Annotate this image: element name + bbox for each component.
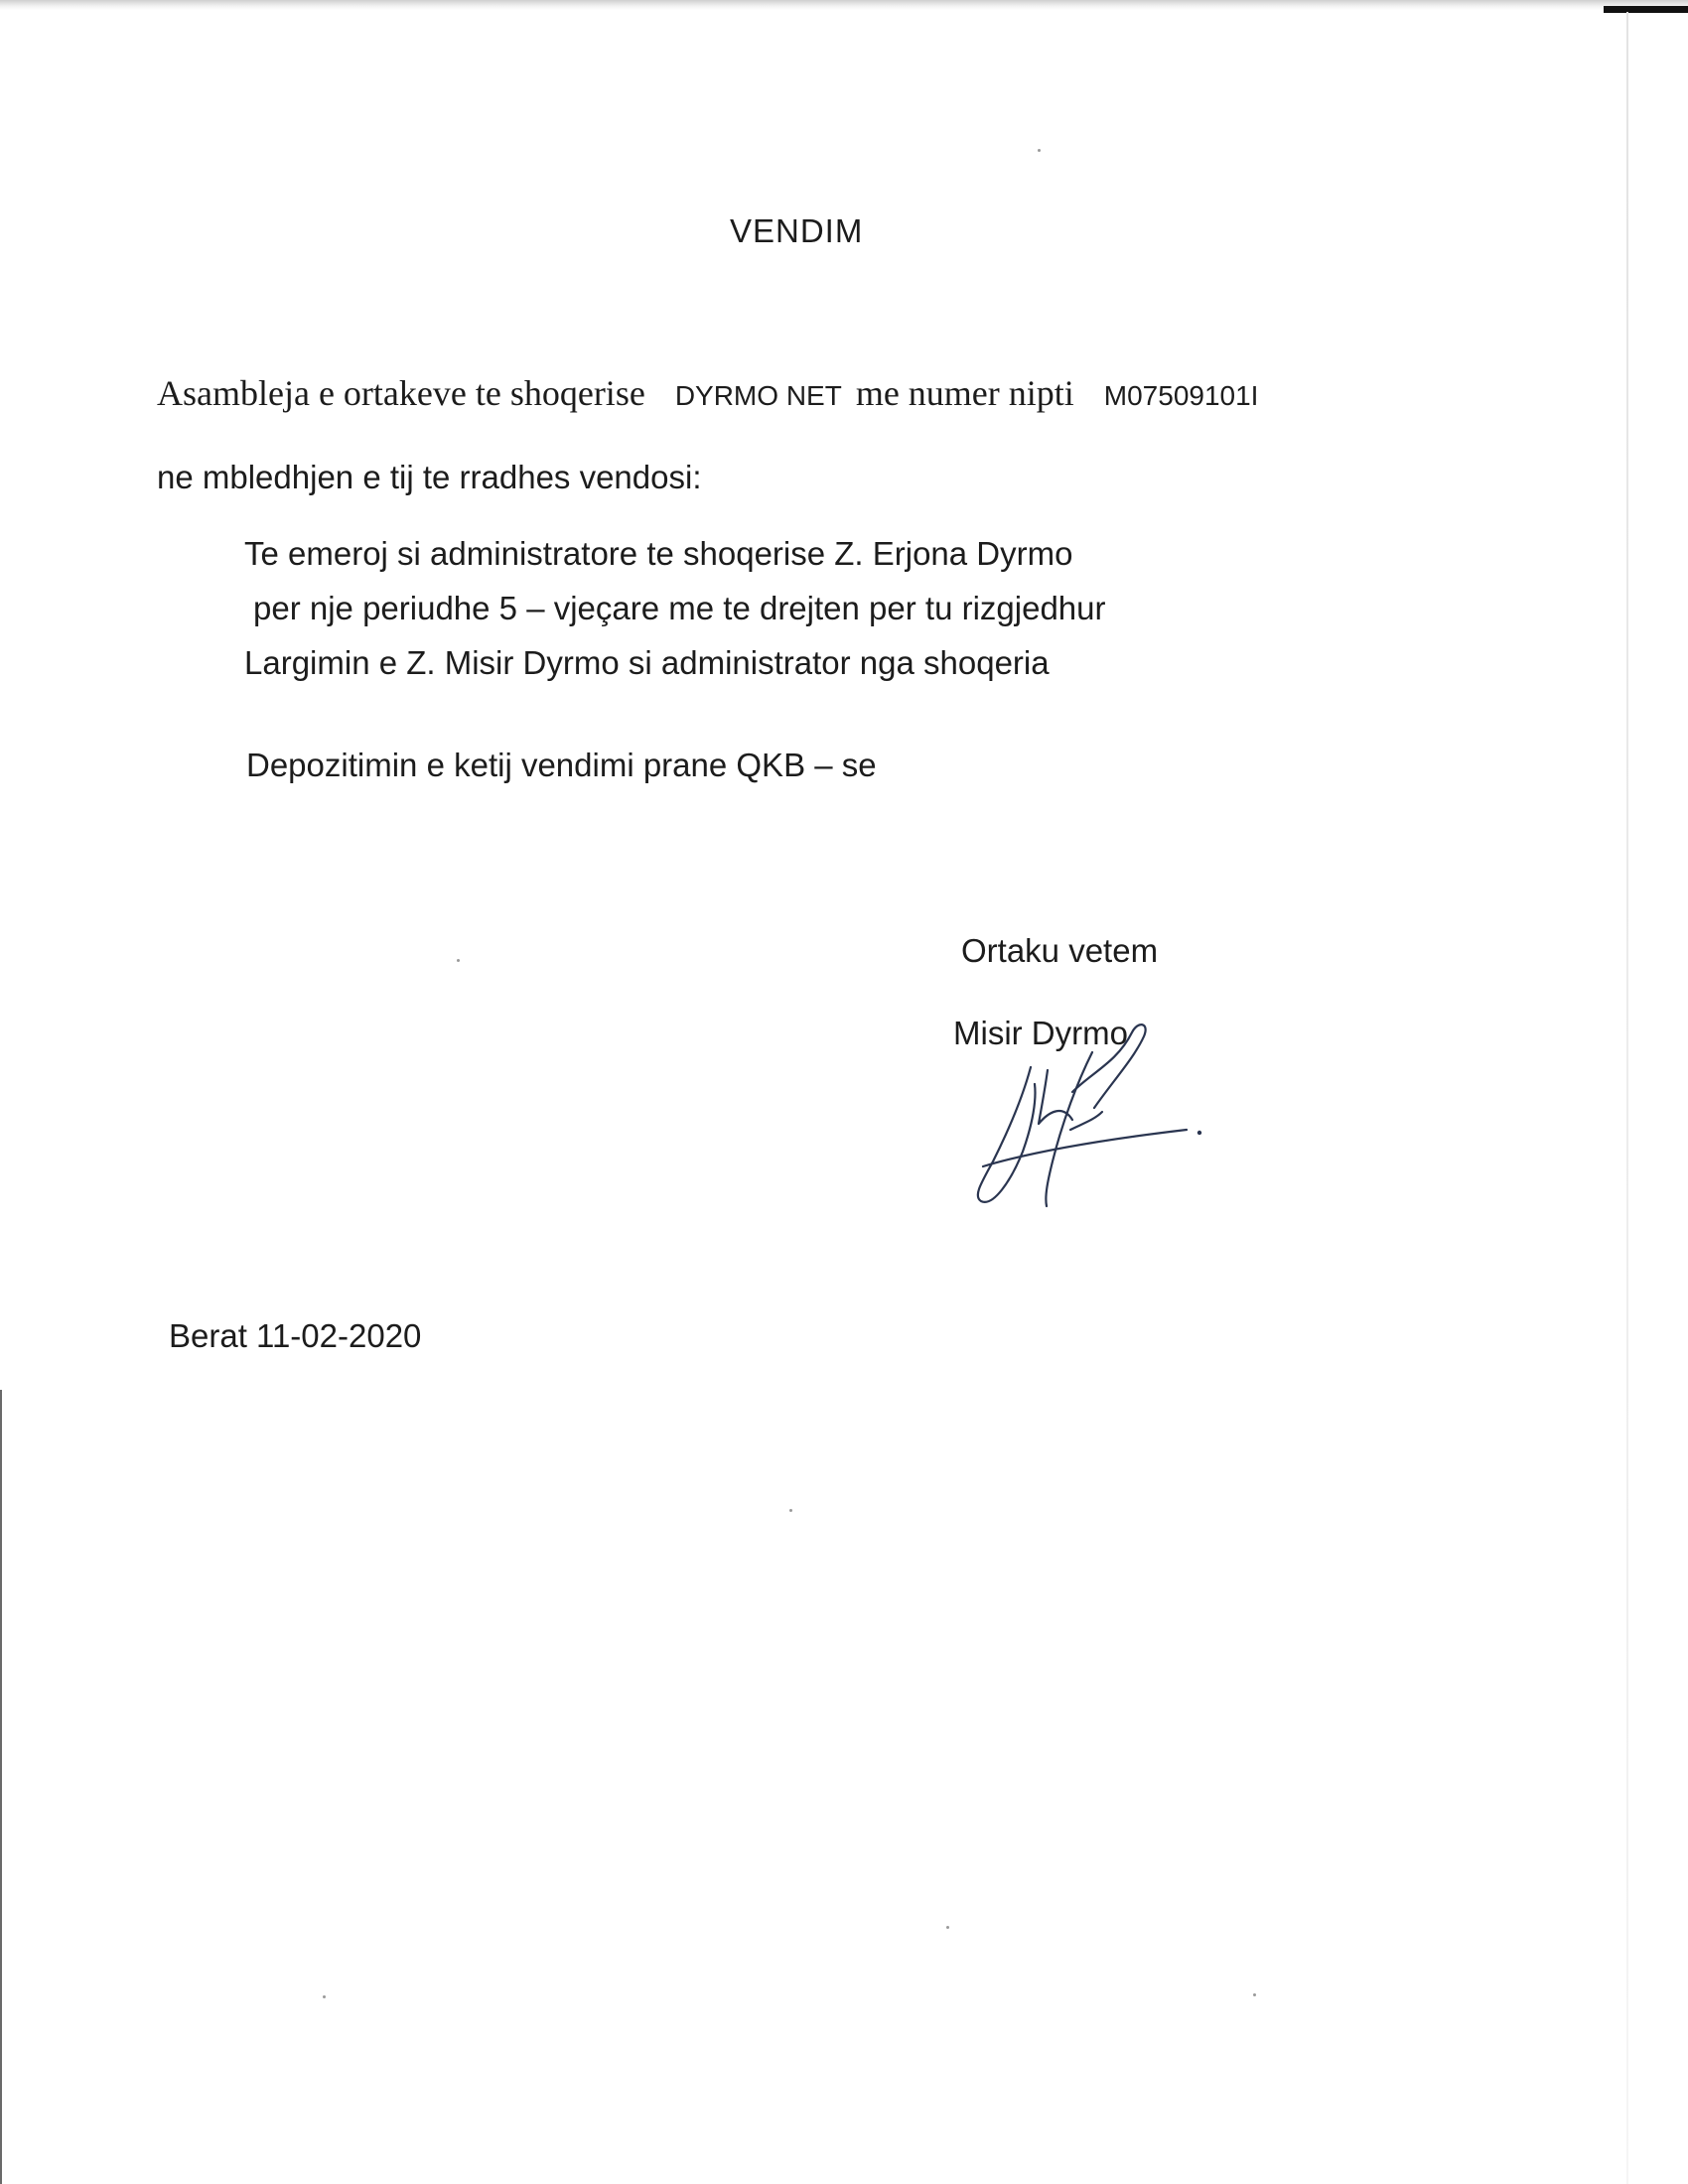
meeting-line: ne mbledhjen e tij te rradhes vendosi: (157, 459, 702, 495)
scan-speck (323, 1995, 326, 1998)
signatory-name: Misir Dyrmo (953, 1015, 1128, 1051)
decision-item: Depozitimin e ketij vendimi prane QKB – se (246, 747, 877, 783)
decision-item: Largimin e Z. Misir Dyrmo si administrator nga shoqeria (244, 644, 1050, 681)
scan-speck (1253, 1993, 1256, 1996)
intro-text-part1: Asambleja e ortakeve te shoqerise (157, 373, 645, 413)
company-name: DYRMO NET (674, 380, 842, 411)
nipt-number: M07509101I (1103, 380, 1259, 411)
decision-item: per nje periudhe 5 – vjeçare me te drejten per tu rizgjedhur (253, 590, 1106, 626)
scan-left-edge (0, 1390, 2, 2184)
intro-line (157, 373, 1258, 416)
intro-text-part2: me numer nipti (855, 373, 1074, 413)
signatory-role: Ortaku vetem (961, 932, 1159, 969)
place-and-date: Berat 11-02-2020 (169, 1317, 422, 1354)
scan-speck (457, 959, 460, 962)
scan-speck (946, 1926, 949, 1929)
document-title: VENDIM (730, 212, 864, 249)
scan-right-edge (1626, 12, 1628, 2184)
scan-speck (789, 1509, 792, 1512)
scan-top-edge (0, 0, 1688, 10)
handwritten-signature (953, 1013, 1211, 1221)
scan-speck (1038, 149, 1041, 152)
scan-corner-mark (1604, 6, 1688, 13)
decision-item: Te emeroj si administratore te shoqerise Z. Erjona Dyrmo (244, 535, 1073, 572)
